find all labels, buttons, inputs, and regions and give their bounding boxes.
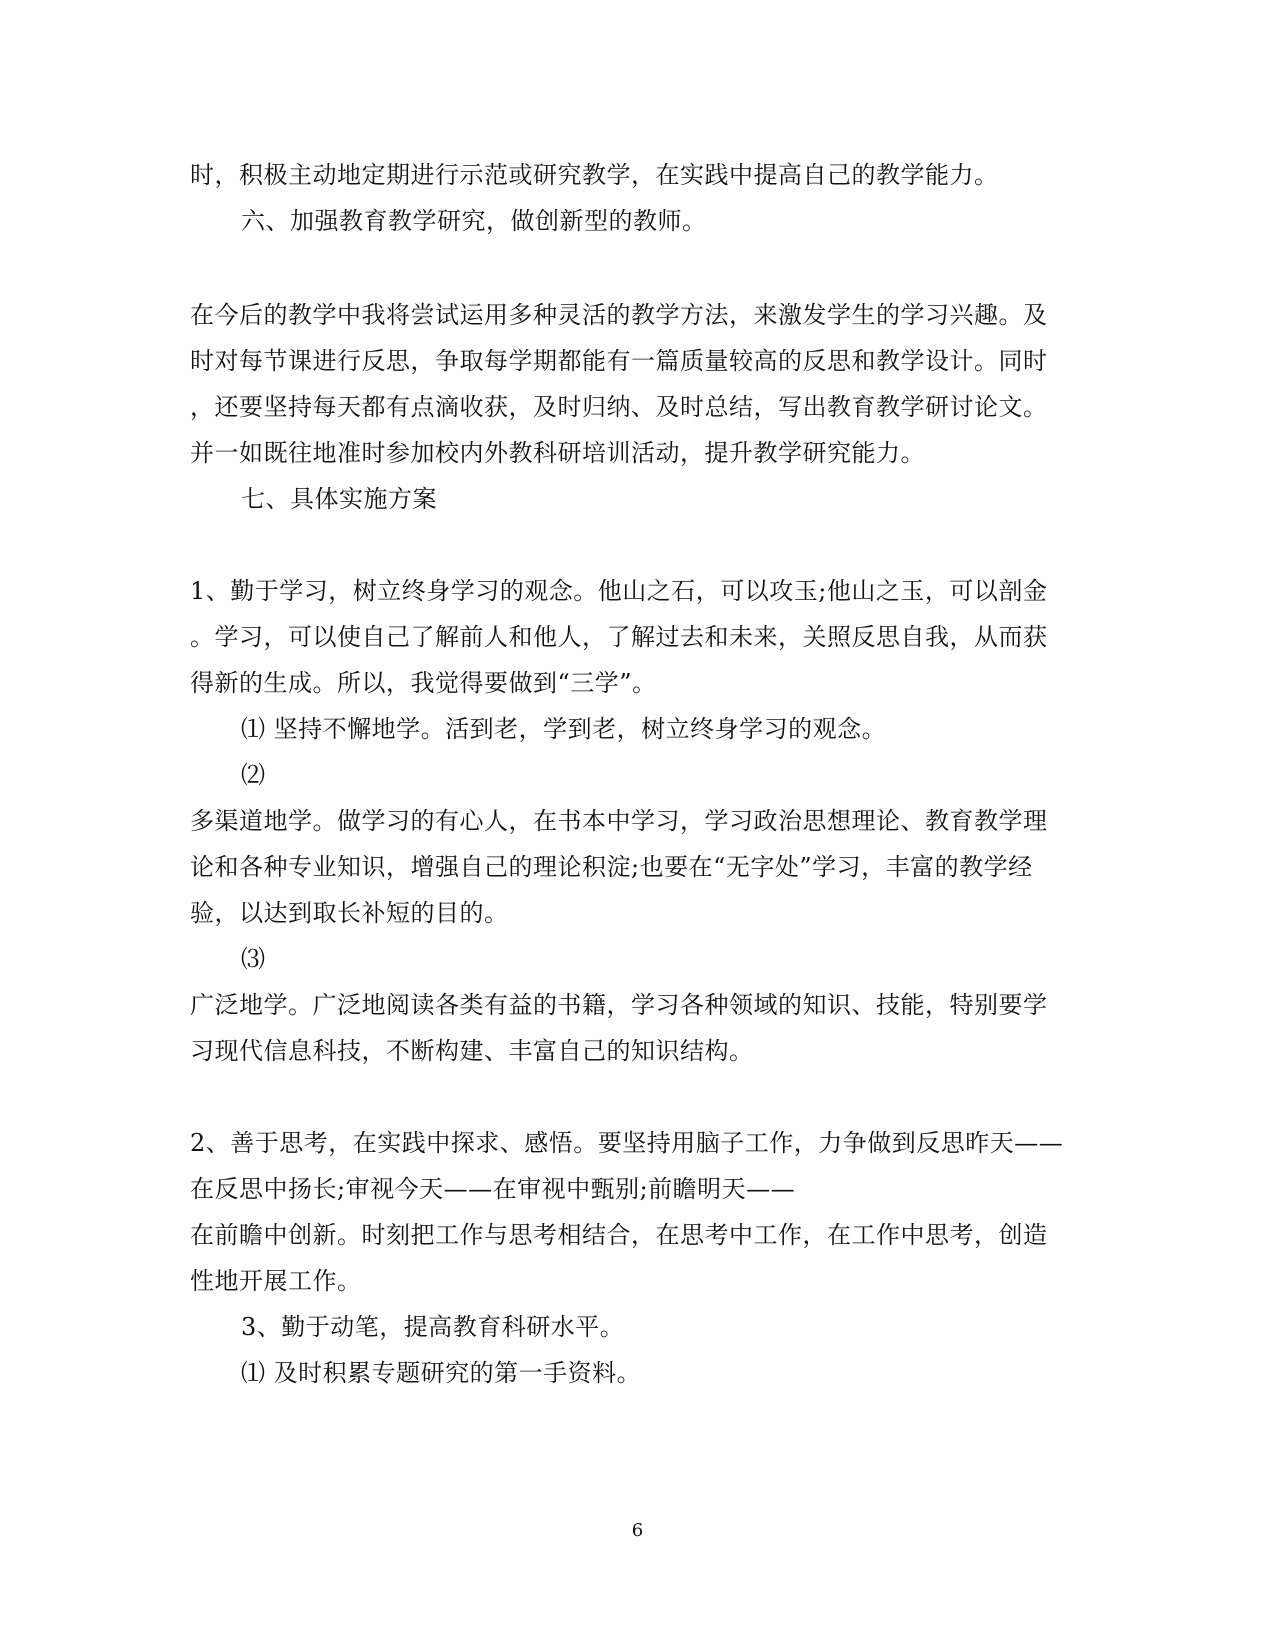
text-line-15: 验，以达到取长补短的目的。	[190, 899, 509, 927]
list-marker-2: ⑵	[241, 761, 266, 789]
section-heading-7: 七、具体实施方案	[241, 485, 437, 513]
text-line-13: 多渠道地学。做学习的有心人，在书本中学习，学习政治思想理论、教育教学理	[190, 807, 1048, 835]
section-item-3: 3、勤于动笔，提高教育科研水平。	[241, 1313, 625, 1341]
text-line-3: 在今后的教学中我将尝试运用多种灵活的教学方法，来激发学生的学习兴趣。及	[190, 301, 1048, 329]
text-line-10: 得新的生成。所以，我觉得要做到“三学”。	[190, 669, 657, 697]
text-line-14: 论和各种专业知识，增强自己的理论积淀;也要在“无字处”学习，丰富的教学经	[190, 853, 1033, 881]
text-line-5: ，还要坚持每天都有点滴收获，及时归纳、及时总结，写出教育教学研讨论文。	[190, 393, 1048, 421]
page-number: 6	[631, 1520, 644, 1541]
list-item-1: ⑴ 坚持不懈地学。活到老，学到老，树立终身学习的观念。	[241, 715, 887, 743]
text-line-21: 在前瞻中创新。时刻把工作与思考相结合，在思考中工作，在工作中思考，创造	[190, 1221, 1048, 1249]
text-line-17: 广泛地学。广泛地阅读各类有益的书籍，学习各种领域的知识、技能，特别要学	[190, 991, 1048, 1019]
text-line-8: 1、勤于学习，树立终身学习的观念。他山之石，可以攻玉;他山之玉，可以剖金	[190, 577, 1048, 605]
text-line-19: 2、善于思考，在实践中探求、感悟。要坚持用脑子工作，力争做到反思昨天——	[190, 1129, 1064, 1157]
text-line-18: 习现代信息科技，不断构建、丰富自己的知识结构。	[190, 1037, 754, 1065]
list-item-3-1: ⑴ 及时积累专题研究的第一手资料。	[241, 1359, 642, 1387]
text-line-20: 在反思中扬长;审视今天——在审视中甄别;前瞻明天——	[190, 1175, 796, 1203]
text-line-6: 并一如既往地准时参加校内外教科研培训活动，提升教学研究能力。	[190, 439, 925, 467]
text-line-9: 。学习，可以使自己了解前人和他人，了解过去和未来，关照反思自我，从而获	[190, 623, 1048, 651]
section-heading-6: 六、加强教育教学研究，做创新型的教师。	[241, 207, 707, 235]
text-line-22: 性地开展工作。	[190, 1267, 362, 1295]
text-line-4: 时对每节课进行反思，争取每学期都能有一篇质量较高的反思和教学设计。同时	[190, 347, 1048, 375]
text-line-1: 时，积极主动地定期进行示范或研究教学，在实践中提高自己的教学能力。	[190, 161, 999, 189]
list-marker-3: ⑶	[241, 945, 266, 973]
